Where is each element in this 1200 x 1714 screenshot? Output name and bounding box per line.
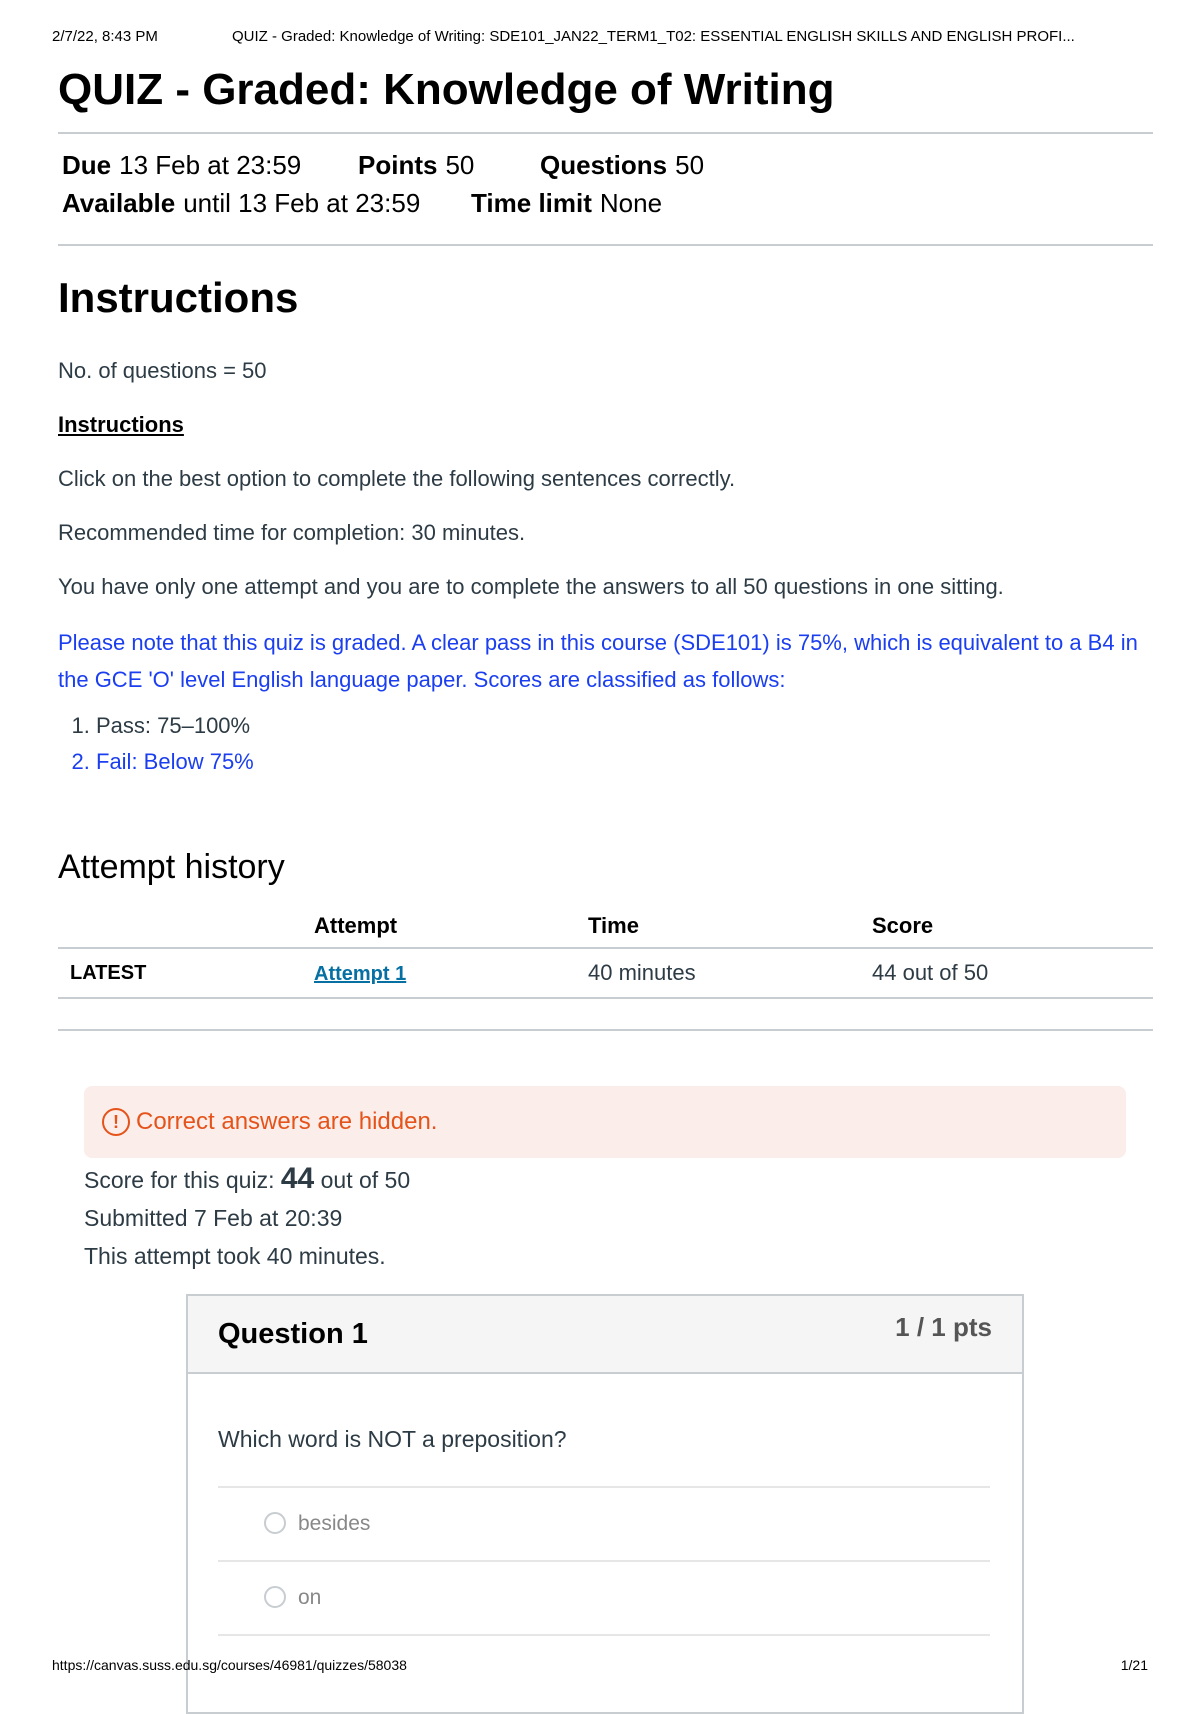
divider (58, 244, 1153, 246)
print-datetime: 2/7/22, 8:43 PM (52, 28, 158, 45)
question-text: Which word is NOT a preposition? (218, 1426, 567, 1452)
answer-label: besides (298, 1512, 371, 1535)
instructions-heading: Instructions (58, 274, 299, 321)
radio-button[interactable] (264, 1586, 286, 1608)
attempt-link[interactable]: Attempt 1 (314, 963, 407, 985)
questions-detail: Questions 50 (540, 150, 705, 180)
instruction-line: Recommended time for completion: 30 minutes. (58, 520, 526, 545)
warning-circle-icon: ! (102, 1108, 130, 1136)
answer-option[interactable] (218, 1560, 990, 1636)
instructions-subheading: Instructions (58, 412, 184, 437)
answer-option[interactable] (218, 1486, 990, 1560)
attempt-history-table (58, 905, 1153, 999)
column-header: Score (860, 905, 1153, 948)
alert-text: Correct answers are hidden. (136, 1108, 438, 1135)
score-classification-list (58, 708, 1153, 780)
divider (58, 1029, 1153, 1031)
instruction-line: You have only one attempt and you are to complete the answers to all 50 questions in one sitting. (58, 574, 1004, 599)
correct-answers-hidden-alert (84, 1086, 1126, 1158)
question-title: Question 1 (218, 1318, 368, 1350)
table-row (58, 948, 1153, 998)
time-limit-detail: Time limit None (471, 188, 663, 218)
column-header: Attempt (302, 905, 576, 948)
table-header-row (58, 905, 1153, 948)
attempt-time: 40 minutes (576, 948, 860, 998)
question-card (186, 1294, 1024, 1714)
instruction-line: Click on the best option to complete the following sentences correctly. (58, 466, 736, 491)
submitted-line: Submitted 7 Feb at 20:39 (84, 1205, 343, 1231)
radio-button[interactable] (264, 1512, 286, 1534)
instructions-body (58, 358, 1153, 780)
question-count: No. of questions = 50 (58, 358, 267, 383)
column-header (58, 905, 302, 948)
question-points: 1 / 1 pts (895, 1312, 992, 1342)
score-value: 44 (280, 1162, 315, 1195)
attempt-score: 44 out of 50 (860, 948, 1153, 998)
latest-tag: LATEST (58, 948, 302, 998)
score-line: Score for this quiz: 44 out of 50 (84, 1162, 411, 1195)
page-title: QUIZ - Graded: Knowledge of Writing (58, 65, 835, 114)
quiz-page (58, 60, 1153, 1031)
points-detail: Points 50 (358, 150, 475, 180)
print-url: https://canvas.suss.edu.sg/courses/46981/quizzes/58038 (52, 1657, 407, 1673)
attempt-summary (84, 1160, 410, 1275)
list-item: 1. Pass: 75–100% (96, 708, 1153, 744)
available-detail: Available until 13 Feb at 23:59 (62, 188, 421, 218)
list-item: 2. Fail: Below 75% (96, 744, 1153, 780)
print-page-title: QUIZ - Graded: Knowledge of Writing: SDE101_JAN22_TERM1_T02: ESSENTIAL ENGLISH SKILLS AND ENGLISH PROFI... (232, 28, 1075, 45)
grading-note: Please note that this quiz is graded. A clear pass in this course (SDE101) is 75%, which is equivalent to a B4 in the GCE 'O' level English language paper. Scores are classified as follows: (58, 630, 1138, 692)
page-number: 1/21 (1120, 1657, 1148, 1673)
answer-label: on (298, 1586, 322, 1609)
column-header: Time (576, 905, 860, 948)
duration-line: This attempt took 40 minutes. (84, 1243, 386, 1269)
answer-list (218, 1486, 990, 1636)
attempt-history-heading: Attempt history (58, 848, 285, 886)
quiz-details (58, 134, 1153, 244)
print-header (52, 28, 1152, 48)
due-detail: Due 13 Feb at 23:59 (62, 150, 302, 180)
question-header (188, 1296, 1022, 1374)
